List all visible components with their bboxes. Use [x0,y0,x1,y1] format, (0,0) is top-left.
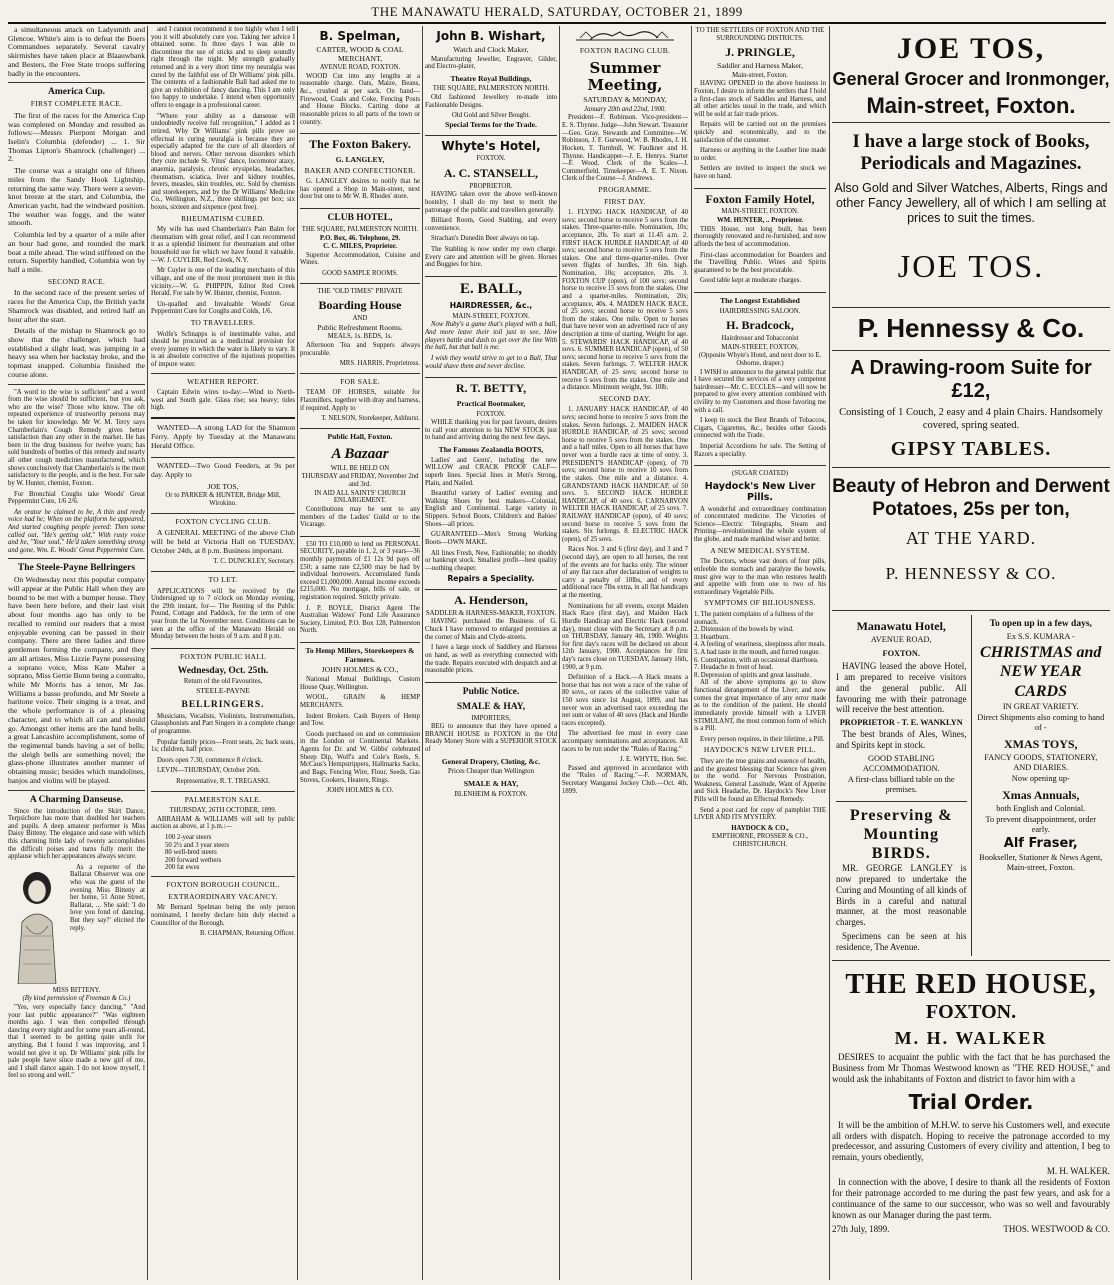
paragraph: WOOD Cut into any lengths at a reasonable charge. Oats, Maize, Beans, &c., crushed at per sack. On hand—Firewood, Coals and Coke, Fencing Posts and House Blocks. Carting done at reasonable prices to all parts of the town or country. [300,72,420,126]
paragraph: AT THE YARD. [905,527,1037,548]
symptom-item: 5. A bad taste in the mouth, and furred tongue. [694,649,821,657]
paragraph: Special Terms for the Trade. [445,119,537,129]
paragraph: Imperial Accordions for sale. The Setting of Razors a speciality. [694,442,826,458]
paragraph: WOOL, GRAIN & HEMP MERCHANTS. [300,694,420,710]
agents: EMPTHORNE, PROSSER & CO., CHRISTCHURCH. [712,833,808,849]
signature: J. E. WHYTE, Hon. Sec. [619,756,688,764]
cycling-club-ad [151,518,295,572]
advertiser-name: Alf Fraser, [1003,836,1078,852]
signature: JOE TOS. [897,248,1045,285]
column-6 [694,26,826,1280]
ad-heading: Public Hall, Foxton. [327,431,393,441]
proprietor: PROPRIETOR - T. E. WANKLYN [839,718,963,728]
ad-heading: Haydock's New Liver Pills. [704,480,816,503]
column-3 [300,26,420,1280]
ad-heading: FOXTON CYCLING CLUB. [175,516,271,526]
paragraph: Superior Accommodation, Cuisine and Wines. [300,251,420,267]
ad-title: A Bazaar [331,445,389,462]
symptom-item: 2. Distension of the bowels by wind. [694,626,794,634]
advertiser-name: B. Spelman, [319,29,401,43]
hennessy-ad [832,314,1110,611]
to-let-ad [151,576,295,649]
paragraph: As a reporter of the Ballarat Observer was one who was the guest of the evening Miss Bitteny at her home, 51 Anne Street, Ballarat, ... She said: 'I do love you fond of dancing. But they say?' elicited the reply. [70,863,145,932]
paragraph: WHILE thanking you for past favours, desires to call your attention to his NEW STOCK just to hand and arriving during the next few days. [425,419,557,442]
paragraph: Mr Cuyler is one of the leading merchants of this village, and one of the most prominent men in this vicinity.—W. G. PHIPPIN, Editor Red Creek Herald. For sale by W. Hunter, chemist, Foxton. [151,267,295,298]
paragraph: Details of the mishap to Shamrock go to show that the challenger, which had established a slight lead, was jumping in a heavy sea when her backstay broke, and the topmast snapped. Columbia finished the course alone. [8,326,145,379]
paragraph: GUARANTEED—Men's Strong Working Boots—OWN MAKE. [425,531,557,546]
ad-heading: PALMERSTON SALE. [184,794,262,804]
wanted-feeders-ad [151,462,295,513]
paragraph: WANTED—Two Good Feeders, at 9s per day. Apply to [151,461,295,479]
gipsy-tables-headline: GIPSY TABLES. [890,438,1052,461]
paragraph: National Mutual Buildings, Custom House Quay, Wellington. [300,676,420,691]
borough-council-ad [151,881,295,938]
column-divider [829,26,830,1280]
column-divider [691,26,692,1280]
weather-heading: WEATHER REPORT. [187,376,259,386]
symptom-item: 3. Heartburn. [694,633,731,641]
column-divider [297,26,298,1280]
paragraph: HAVING OPENED in the above business in Foxton, I desire to inform the settlers that I hold a first-class stock of Saddles and Harness, and all other articles usual in the trade, and which will be sold at fair trade prices. [694,80,826,118]
trial-order-headline: Trial Order. [908,1089,1034,1114]
paragraph: HAVING taken over the above well-known hostelry, I shall do my best to merit the patronage of the public and travellers generally. [425,191,557,214]
paragraph: DESIRES to acquaint the public with the fact that he has purchased the Business from Mr Thomas Westwood known as "THE RED HOUSE," and would ask the inhabitants of Foxton and district to favor him with a [832,1052,1110,1084]
list-item: 50 2½ and 3 year steers [165,841,230,849]
trade: Hairdresser and Tobacconist [721,335,799,343]
paragraph: Harness or anything in the Leather line made to order. [694,147,826,162]
split-ad-row [832,615,1110,961]
bazaar-ad [300,433,420,537]
paragraph: ABRAHAM & WILLIAMS will sell by public auction as above, at 1 p.m.:— [151,815,295,831]
verse: Now Ruby's a game that's played with a ball, And more leave their toil just to see, How players battle and dash to get over the line With the ball, but that ball is me. [425,321,557,352]
paragraph: TEAM OF HORSES, suitable for Flaxmillers, together with dray and harness, if required. Apply to [300,389,420,412]
proprietor: WM. HUNTER, .. Proprietor. [716,217,804,225]
address: FOXTON. [882,649,920,659]
books-headline: I have a large stock of Books, Periodicals and Magazines. [852,131,1090,175]
symptom-item: 6. Constipation, with an occasional diarrhoea. [694,656,819,664]
advertiser-name: JOHN HOLMES & CO., [321,665,399,675]
paragraph: MR. GEORGE LANGLEY is now prepared to undertake the Curing and Mounting of all kinds of Birds in a careful and natural manner, at the most reasonable charges. [836,863,967,928]
symptom-item: 8. Depression of spirits and great lassitude. [694,671,812,679]
paragraph: Contributions may be sent to any members of the Ladies' Guild or to the Vicarage. [300,505,420,529]
prices: MEALS, 1s. BEDS, 1s. [327,333,393,341]
column-divider [147,26,148,1280]
ad-heading: TO THE SETTLERS OF FOXTON AND THE SURROUNDING DISTRICTS. [695,27,825,42]
paragraph: APPLICATIONS will be received by the Undersigned up to 7 o'clock on Monday evening, the 29th instant, for— The Renting of the Public Pound, Cottage and Paddock, for the term of one year from the 1st November next. Conditions can be seen at the office of the Manawatu Herald on Monday between the hours of 9 a.m. and 8 p.m. [151,587,295,641]
paragraph: Columbia led by a quarter of a mile after an hour had gone, and rounded the mark boat a mile ahead. The wind stiffened on the return. Superbly handled, Columbia won by half a mile. [8,230,145,275]
america-cup-heading: America Cup. [48,87,105,98]
ad-heading: CLUB HOTEL, [327,213,393,224]
verse: An orator he claimed to be, A thin and reedy voice had he; When on the platform he appeared, And started coughing people jeered: Then some called out, "He's getting old," With rusty voice and he, "Your soul," He'd taken something strong and gone, Wm. E. Woods' Great Peppermint Cure. [8,508,145,554]
paragraph: All lines Fresh, New, Fashionable; no shoddy or bankrupt stock. Smallest profit—best quality—nothing cheaper. [425,549,557,572]
boarding-house-ad [300,288,420,374]
advertiser-name: JOE TOS, [896,32,1046,65]
red-house-ad [832,969,1110,1234]
address: FOXTON. [476,155,506,163]
paragraph: The Doctors, whose vast doors of four pills, enfeeble the stomach and paralyze the bowels, must give way to the man who restores health and appetite with from one to two of his extraordinary Vegetable Pills. [694,558,826,596]
advertiser-name: R. T. BETTY, [455,381,527,396]
ad-heading: FOXTON PUBLIC HALL [179,651,267,661]
paragraph: LEVIN—THURSDAY, October 26th. [157,767,261,775]
paragraph: The course was a straight one of fifteen miles from the Sandy Hook Lightship, returning the same way. There were a seven-knot breeze at the start, and Columbia, the American yacht, had the windward position. The weather was foggy, and the water smooth. [8,166,145,228]
ad-heading: TO LET. [208,575,238,584]
danseuse-heading: A Charming Danseuse. [29,794,124,805]
date: 27th July, 1899. [832,1223,890,1234]
first-race-subheading: FIRST COMPLETE RACE. [30,99,123,109]
meeting-title: Summer Meeting, [587,58,663,94]
sale-date: THURSDAY, 26TH OCTOBER, 1899. [169,807,277,815]
paragraph: All of the above symptoms go to show functional derangement of the Liver; and now comes the great importance of any error made as to the condition of the patient. He should immediately provide himself with a LIVER STIMULANT, the most common form of which is a Pill. [694,679,826,733]
paragraph: WANTED—A strong LAD for the Shannon Ferry. Apply by Tuesday at the Manawatu Herald Office. [151,423,295,450]
travellers-heading: TO TRAVELLERS. [190,317,256,327]
wishart-ad [425,30,557,136]
ball-hairdresser-ad [425,281,557,378]
paragraph: IN AID ALL SAINTS' CHURCH ENLARGEMENT. [314,489,406,505]
ad-heading: To open up in a few days, [989,618,1092,629]
paragraph: Send a post card for copy of pamphlet THE LIVER AND ITS MYSTERY. [694,806,826,822]
paragraph: Repairs will be carried out on the premises quickly and economically, and to the satisfaction of the customer. [694,121,826,144]
bradcock-ad [694,297,826,466]
paragraph: Old fashioned Jewellery re-made into Fashionable Designs. [425,94,557,109]
ad-heading: Manawatu Hotel, [856,618,946,633]
for-sale-ad [300,378,420,429]
boots-heading: The Famous Zealandia BOOTS, [438,445,544,455]
paragraph: The Stabling is now under my own charge. Every care and attention will be given. Horses and Buggies for hire. [425,246,557,269]
pringle-ad [694,27,826,189]
signature: M. H. WALKER. [1046,1165,1110,1176]
address: MAIN-STREET, FOXTON, [721,343,799,351]
public-hall-ad [151,653,295,792]
column-divider [422,26,423,1280]
verse: I wish they would strive to get to a Ball, That would shave them and never decline. [425,354,557,370]
advertiser-name: H. Bradcock, [726,318,794,333]
potatoes-headline: Beauty of Hebron and Derwent Potatoes, 25s per ton, [832,476,1110,520]
paragraph: Beautiful variety of Ladies' evening and Walking Shoes by best makers—Colonial, English and Continental. Large variety in Slippers. School Boots, Children's and Babies' Shoes—all prices. [425,490,557,528]
ad-heading: Whyte's Hotel, [441,138,541,153]
paragraph: On Wednesday next this popular company will appear at the Public Hall when they are bound to be met with a bumper house. They have been here before, and their last visit about four months ago has only to be recalled to remind our readers that a most enjoyable evening can be passed in their company. There are three ladies and three gentlemen forming the company, and they are all artistes, Miss Lizzie Payne possessing a soprano voice, Miss Kate Maher a soprano, Miss Gertie Bunn being a contralto, while Mr Morris has a tenor, Mr Jas. Williams a basso profundo, and Mr Steele a baritone voice. Their singing is a treat, and the whole performance is of a pleasing character, and to which all can and should go. Amongst other items are the hand bells, a great Lancashire accomplishment, some of the regimental bands having a set of bells; the sleigh bells are something novel; the glass-phone illustrates another manner of obtaining music; besides which mandolines, banjos and violins will be played. [8,575,145,785]
family-hotel-ad [694,193,826,293]
paragraph: GOOD STABLING ACCOMMODATION. [862,753,940,773]
advertiser-name: John B. Wishart, [436,29,546,43]
suite-headline: A Drawing-room Suite for £12, [850,356,1092,402]
spelman-ad [300,30,420,134]
trade: CARTER, WOOD & COAL MERCHANT, [316,44,404,63]
advertiser-name: P. Hennessy & Co. [857,312,1085,343]
ad-note: (SUGAR COATED) [731,470,789,478]
column-divider [559,26,560,1280]
henderson-ad [425,594,557,683]
signature: T. C. DUNCKLEY, Secretary. [213,558,295,566]
paragraph: It will be the ambition of M.H.W. to serve his Customers well, and execute all orders with dispatch. Hoping to receive the patronage accorded to my predecessor, and assuring Customers of every civility and attention, I beg to remain, yours obediently, [832,1119,1110,1163]
paragraph: Since the introduction of the Skirt Dance, Terpsichore has more than doubled her teachers and pupils. A deep amateur performer is Miss Daisy Bitteny. The elegance and ease with which this charming little lady of twenty accomplishes the difficult poises and turns fully merit the applause which her appearances always secure. [8,807,145,861]
proprietor-title: PROPRIETOR. [469,182,513,190]
ad-heading: The Foxton Bakery. [309,137,411,152]
paragraph: £50 TO £10,000 to lend on PERSONAL SECURITY, payable in 1, 2, or 3 years—36 monthly payments of £1 12s 9d pays off £50; a same rate £2,500 may be had by individual borrowers. Accumulated funds exceed £1,000,000. Annual income exceeds £215,000. No mortgage, bills of sale, or registration required. Strictly private. [300,540,420,601]
bakery-ad [300,138,420,209]
event-date: THURSDAY and FRIDAY, November 2nd and 3rd. [301,473,419,489]
club-hotel-ad [300,213,420,284]
ad-subheading: HAIRDRESSING SALOON. [719,307,801,315]
paragraph: GOOD SAMPLE ROOMS. [322,270,398,278]
paragraph: To prevent disappointment, order early. [985,815,1096,835]
paragraph: Manufacturing Jeweller, Engraver, Gilder, and Electro-plater, [425,55,557,71]
signature: T. NELSON, Storekeeper, Ashhurst. [321,415,420,423]
advertiser-name: E. BALL, [459,280,523,297]
ad-heading: THE RED HOUSE, [845,968,1097,1000]
loan-ad [300,541,420,643]
trade: BAKER AND CONFECTIONER. [304,165,416,175]
symptom-item: 7. Headache in front of head. [694,664,774,672]
ad-heading: FOXTON BOROUGH COUNCIL. [166,880,280,890]
address: MAIN-STREET, FOXTON. [452,312,530,320]
stock-heading: General Drapery, Cloting, &c. [441,756,541,766]
masthead: THE MANAWATU HERALD, SATURDAY, OCTOBER 21, 1899 [8,4,1106,24]
column-5 [562,26,688,1280]
signature: J. P. BOYLE, District Agent The Australian Widows' Fund Life Assurance Society, Limited, P.O. Box 128, Palmerston North. [300,604,420,635]
signature: B. CHAPMAN, Returning Officer. [199,930,295,938]
ad-heading: Public Notice. [462,686,520,697]
pink-pills-ad: "Where your ability as a danseuse will undoubtedly receive full recognition," I added as I retired. Why Dr Williams' pink pills prove so effectual in curing neuralgia is because they are especially adapted for the cure of all disorders of blood and nerves. Other nervous disorders which they cure include St. Vitus' dance, locomotor ataxy, anaemia, paralysis, chronic erysipelas, headaches, rheumatism, sciatica, liver and kidney troubles, fevers, measles, skin troubles, etc. Sold by chemists and storekeepers, and by the Dr Williams' Medicine Co., Wellington, N.Z., three shillings per box; six boxes, sixteen and sixpence (post free). [151,112,295,212]
advertiser-address: Or to PARKER & HUNTER, Bridge Mill, Wirokino. [165,492,281,507]
address: Main-street, Foxton. [732,71,788,79]
address: FOXTON. [925,1000,1017,1023]
xmas-annuals-headline: Xmas Annuals, [1002,787,1080,802]
paragraph: A wonderful and extraordinary combination of concentrated medicine. The Victories of Science—Electric Telegraphs, Steam and Printing—revolutionized the whole system of the globe, and made mankind wiser and better. [694,505,826,544]
paragraph: Indent Brokers. Cash Buyers of Hemp and Tow. [300,712,420,728]
paragraph: both English and Colonial. [996,804,1086,814]
paragraph: HAVING purchased the Business of G. Chuck I have removed to enlarged premises at the corner of Main and Clyde-streets. [425,618,557,641]
paragraph: IN GREAT VARIETY. [1002,701,1079,711]
company-name: STEELE-PAYNE [196,686,250,696]
hack-definition: Definition of a Hack.—A Hack means a horse that has not won a race of the value of 80 sovs., or races of the collective value of 150 sovs since 1st August, 1899, and has never won an advertised race exceeding the net sum or value of 40 sovs (Hack and Hurdle races excepted). [562,674,688,727]
haydock-pills-ad [694,470,826,848]
approval-note: Passed and approved in accordance with the "Rules of Racing."—F. NORMAN, Secretary Wanganui Jockey Club.—Oct. 4th, 1899. [562,764,688,795]
advertiser-name: A. Henderson, [454,593,528,608]
trade: Practical Bootmaker, [456,398,526,408]
smale-hay-ad [425,687,557,799]
address: THE SQUARE, PALMERSTON NORTH. [301,226,419,233]
advertiser-name: JOE TOS, [207,481,239,491]
address: (Opposite Whyte's Hotel, and next door to E. Osborne, draper.) [698,352,822,367]
address: Theatre Royal Buildings, [450,73,532,83]
symptom-item: 1. The patient complains of a fullness of the stomach. [694,611,814,626]
bellringers-heading: The Steele-Payne Bellringers [17,563,136,574]
advertiser-name: SMALE & HAY, [456,701,526,712]
column-1 [8,26,145,1280]
paragraph: Consisting of 1 Couch, 2 easy and 4 plain Chairs. Handsomely covered, spring seated. [839,406,1103,431]
signature: MRS. HARRIS, Proprietress. [339,360,420,368]
danseuse-portrait-image [8,866,66,984]
paragraph: I keep in stock the Best Brands of Tobaccos, Cigars, Cigarettes, &c., besides other Goods connected with the Trade. [694,417,826,440]
paragraph: FANCY GOODS, STATIONERY, AND DIARIES. [984,753,1098,773]
symptom-item: 4. A feeling of weariness, sleepiness after meals. [694,641,826,649]
weather-report: Captain Edwin wires to-day:—Wind to North-west and South gale. Glass rise; sea heavy; tides high. [151,389,295,412]
meeting-days: SATURDAY & MONDAY, [583,95,667,105]
first-day-races: 1. FLYING HACK HANDICAP, of 40 sovs; second horse to receive 5 sovs from the stakes. Three-quarter-mile. Nomination, 10s; acceptance, 20s. To start at 11.45 a.m. 2. FIRST HACK HURDLE HANDICAP, of 40 sovs; second horse to receive 5 sovs from the stakes. One and three-quarter-miles. Over seven flights of hurdles, 3ft 6in. high. Nomination, 10s; acceptance, 20s. 3. FOXTON CUP (open), of 100 sovs; second horse to receive 15 sovs from the stakes. One and a quarter-miles. Nomination, 20s; acceptance, 40s. 4. MAIDEN HACK RACE, of 25 sovs; second horse to receive 5 sovs from the stakes. One mile. Open to horses that have never won an advertised race of any description at time of starting. Weight for age. 5. STEWARDS' HACK HANDICAP, of 40 sovs. 6. SUMMER HANDICAP (open), of 50 sovs; second horse to receive 5 sovs from the stakes. Seven furlongs. 7. WELTER HACK HANDICAP, of 25 sovs; second horse to receive 5 sovs from the stakes. One mile and a distance. Minimum weight, 9st. 10lb. [562,209,688,392]
ad-heading: THE "OLD TIMES" PRIVATE [317,287,403,295]
shipment: Ex S.S. KUMARA - [1006,632,1075,642]
second-day-races: 1. JANUARY HACK HANDICAP, of 40 sovs; second horse to receive 5 sovs from the stakes. Seven furlongs. 2. MAIDEN HACK HURDLE HANDICAP, of 25 sovs; second horse to receive 5 sovs from the stakes. One and a half miles. Open to all horses that have never won a hurdle race at time of entry. 3. PRESIDENT'S HANDICAP (open), of 70 sovs; second horse to receive 10 sovs from the stakes. One mile and a distance. 4. GRANDSTAND HACK HANDICAP, of 50 sovs. 5. SECOND HACK HURDLE HANDICAP, of 40 sovs. 6. CARNARVON WELTER HACK HANDICAP, of 25 sovs. 7. RAILWAY HANDICAP (open), of 40 sovs; second horse to receive 5 sovs from the stakes. Six furlongs. 8. ELECTRIC HACK (open), of 25 sovs. [562,406,688,543]
race-rules: Races Nos. 3 and 6 (first day), and 3 and 7 (second day), are open to all horses, the rest of the events are for hacks only. The winner of any flat race after declaration of weights to carry a penalty of 10lbs, and of every additional race 7lbs extra, in all flat handicaps at the meeting. [562,546,688,600]
advertiser-name: SMALE & HAY, [463,778,519,788]
paragraph: BEG to announce that they have opened a BRANCH HOUSE in FOXTON in the Old Ready Money Store with a SUPERIOR STOCK of [425,723,557,754]
trade: Watch and Clock Maker, [453,44,529,54]
paragraph: G. LANGLEY desires to notify that he has opened a Shop in Main-street, next door but one to Mr W. B. Rhodes' store. [300,178,420,201]
paragraph: Mr Bernard Spelman being the only person nominated, I hereby declare him duly elected a Councillor of the Borough. [151,904,295,927]
signature: JOHN HOLMES & CO. [326,787,394,795]
paragraph: THIS House, not long built, has been thoroughly renovated and re-furnished, and now affords the best of accommodation. [694,225,826,248]
proprietor: C. C. MILES, Proprietor. [323,243,397,251]
ad-title: Boarding House [318,298,402,313]
list-item: 80 well-bred steers [165,849,217,857]
race-rules: Nominations for all events, except Maiden Hack Race (first day), and Maiden Hack Hurdle Handicap and Electric Hack (second day), must close with the Secretary at 8 p.m. on THURSDAY, January 4th, 1900. Weights for first day's races will be declared on about 12th January, 1900. Acceptances for first day's races close on TUESDAY, January 16th, 1900, at 9 p.m. [562,602,688,671]
address: FOXTON. [476,410,506,418]
hemp-millers-ad [300,647,420,795]
ad-heading: To Hemp Millers, Storekeepers & Farmers. [305,646,415,664]
ad-subtitle: Public Refreshment Rooms. [317,322,403,332]
signature: HAYDOCK & CO., [731,824,789,832]
rheumatism-heading: RHEUMATISM CURED. [181,213,265,223]
alf-fraser-ad [972,615,1111,956]
paragraph: "Yes, very especially fancy dancing." "And your last public appearance?" "Was eighteen months ago. I was then compelled through dancing every night and for some years all-round, that I seemed to be getting quite unfit for anything. But I found I was improving, and I would not give it up. Dr Williams' pink pills for pale people have since made a new girl of me, and I shall dance again. I do not know myself, I feel so strong and well." [8,1003,145,1080]
signature: THOS. WESTWOOD & CO. [1003,1223,1110,1234]
ad-heading: The Longest Established [720,295,800,305]
paragraph: A first-class billiard table on the premises. [847,774,955,794]
paragraph: Doors open 7.30, commence 8 o'clock. [157,756,263,764]
paragraph: Un-qualled and Invaluable Woods' Great Peppermint Cure for Coughs and Colds, 1/6. [151,300,295,316]
trade: SADDLER & HARNESS-MAKER, FOXTON. [425,609,557,617]
address: Main-street, Foxton. [866,93,1076,119]
advertiser-name: J. PRINGLE, [725,45,795,60]
ad-heading: FOR SALE. [340,376,380,386]
paragraph: A GENERAL MEETING of the above Club will be held at Victoria Hall on TUESDAY, October 24th, at 8 p.m. Business important. [151,528,295,555]
paragraph: Every person requires, in their lifetime, a Pill. [700,735,825,743]
paragraph: I WISH to announce to the general public that I have secured the services of a very competent hairdresser—Mr. C. ECCLES—and will now be prepared to give every attention combined with civility to my Customers and those favoring me with a call. [694,368,826,414]
wanted-lad-ad [151,424,295,458]
paragraph: In the second race of the present series of races for the America Cup, the British yacht Shamrock was disabled, and retired half an hour after the start. [8,288,145,324]
paragraph: HAVING leased the above Hotel, I am prepared to receive visitors and the general public. All favouring me with their patronage will receive the best attention. [836,661,967,715]
ad-heading: Foxton Family Hotel, [705,191,815,206]
proprietor: A. C. STANSELL, [443,166,539,181]
programme-heading: PROGRAMME. [598,184,652,194]
manawatu-hotel-ad [832,615,972,956]
address: THE SQUARE, PALMERSTON NORTH. [432,85,550,93]
bellringers-title: BELLRINGERS. [181,699,265,710]
paragraph: They are the true grains and essence of health, and the greatest blessing that Science has given to the world. For Nervous Prostration, Weakness, General Lassitude, Want of Appetite and Sick Headache, Dr. Haydock's New Liver Pills will be found an Effectual Remedy. [694,757,826,804]
second-race-subheading: SECOND RACE. [47,276,106,286]
trade: HAIRDRESSER, &c., [449,301,533,311]
paragraph: Now opening up- [1011,774,1070,783]
paragraph: Wolfe's Schnapps is of inestimable value, and should be procured as a medicinal provision for every journey in which the water is likely to vary. It is an absolute corrective of the injurious properties of impure water. [151,330,295,369]
address: AVENUE ROAD, FOXTON. [319,64,401,72]
paragraph: Afternoon Tea and Suppers always procurable. [300,342,420,357]
portrait-credit: (By kind permission of Freeman & Co.) [22,995,131,1003]
cough-remedy-ad: "A word to the wise is sufficient" and a word from the wise should be sufficient, but you ask, who are the wise? Those who know. The oft repeated experience of trustworthy persons may be taken for knowledge. Mr W. M. Terry says Chamberlain's Cough Remedy gives better satisfaction than any other in the market. He has been in the drug business for twelve years; has sold hundreds of bottles of this remedy and nearly all other cough medicines manufactured, which shows conclusively that Chamberlain's is the most satisfactory to the people, and is the best. For sale by W. Hunter, chemist, Foxton. [8,388,145,487]
racing-ornament-image [570,26,680,44]
paragraph: My wife has used Chamberlain's Pain Balm for rheumatism with great relief, and I can recommend it as a splendid liniment for rheumatism and other household use for which we have found it valuable.—W. J. CUYLER, Red Creek, N.Y. [151,226,295,264]
contact: P.O. Box, 46. Telephone, 29. [319,234,401,242]
paragraph: The first of the races for the America Cup was completed on Monday and resulted as follows:—Messrs Pierpont Morgan and Iselin's Columbia (defender) ... 1. Sir Thomas Lipton's Shamrock (challenger) ... 2. [8,110,145,164]
paragraph: Return of the old Favourites, [183,678,263,686]
first-day-heading: FIRST DAY. [604,196,646,206]
paragraph: For Bronchial Coughs take Woods' Great Peppermint Cure, 1/6 2/6. [8,490,145,506]
palmerston-sale-ad [151,796,295,878]
ad-subheading: EXTRAORDINARY VACANCY. [168,891,278,901]
paragraph: Ladies' and Gents', including the new WILLOW and CRACK PROOF CALF—superb lines. Special lines in Men's Strong, Plain, and Nailed. [425,456,557,487]
paragraph: Old Gold and Silver Bought. [451,112,531,120]
xmas-toys-headline: XMAS TOYS, [1003,736,1078,751]
paragraph: Specimens can be seen at his residence, The Avenue. [836,930,967,952]
column-4 [425,26,557,1280]
paragraph: Good table kept at moderate charges. [700,277,802,285]
address: MAIN-STREET, FOXTON. [721,208,799,216]
conjunction: AND [352,315,368,323]
officials: President—F. Robinson. Vice-president—E. S. Thynne. Judge—John Stewart. Treasurer—Geo. Gray. Stewards and Committee—W. Robinson, J. F. Gurwood, W. B. Rhodes, J. H. Hocken, T. Turnbull, W. Faulkner and H. Thynne. Handicapper—J. E. Henrys. Starter—F. Wood. Clerk of the Scales—J. Commerfield. Timekeeper—A. E. T. Nixon. Clerk of the Course—J. Andrews. [562,114,688,183]
betty-bootmaker-ad [425,382,557,590]
paragraph: The best brands of Ales, Wines, and Spirits kept in stock. [836,729,967,750]
paragraph: Musicians, Vocalists, Violinists, Instrumentalists, Glassphonists and Part Singers in a complete change of programme. [151,712,295,735]
race-rules: The advertised fee must in every case accompany nominations and acceptances. All races to be run under the "Rules of Racing." [562,730,688,753]
paragraph: Repairs a Speciality. [447,574,535,584]
ad-subheading: SYMPTOMS OF BILIOUSNESS. [704,598,816,608]
list-item: 200 fat ewes [165,864,200,872]
column-7 [832,26,1110,1280]
racing-club-heading: FOXTON RACING CLUB. [579,46,671,55]
paragraph: and I cannot recommend it too highly when I tell you it will absolutely cure you. Taking her advice I obtained some. In three days I was able to discontinue the use of sticks and to sleep soundly right through the night. My strength gradually returned and in a very short time my neuralgia was cured by the faithful use of Dr Williams' pink pills. The contents of a fashionable Ball had asked me to give an exhibition of fancy dancing. This I am only too happy to undertake. I intend when opportunity offers to engage in a professional career. [151,26,295,110]
joe-tos-ad [832,32,1110,308]
list-item: 200 forward wethers [165,856,222,864]
paragraph: Also Gold and Silver Watches, Alberts, Rings and other Fancy Jewellery, all of which I am selling at prices to suit the times. [834,181,1108,226]
meeting-dates: January 20th and 22nd, 1900. [584,105,666,113]
paragraph: Direct Shipments also coming to hand of - [977,712,1105,732]
ad-heading: Preserving & Mounting BIRDS. [849,806,953,862]
paragraph: I have a large stock of Saddlery and Harness on hand, as well as everything connected with the trade. Repairs executed with despatch and at reasonable prices. [425,644,557,675]
ad-subheading: HAYDOCK'S NEW LIVER PILL. [703,745,817,755]
advertiser-name: M. H. WALKER [894,1027,1048,1048]
list-item: 100 2-year steers [165,834,212,842]
second-day-heading: SECOND DAY. [599,393,651,403]
trade: Saddler and Harness Maker, [717,61,803,71]
address: BLENHEIM & FOXTON. [454,790,528,798]
whytes-hotel-ad [425,140,557,277]
event-date: Wednesday, Oct. 25th. [177,665,269,676]
trade: IMPORTERS, [471,714,511,722]
ad-subheading: A NEW MEDICAL SYSTEM. [710,545,810,555]
advertiser-name: G. LANGLEY, [335,154,385,164]
christmas-cards-headline: CHRISTMAS and NEW YEAR CARDS [980,644,1102,700]
paragraph: Strachan's Dunedin Beer always on tap. [431,235,540,243]
portrait-caption: MISS BITTENY. [52,986,101,994]
paragraph: WILL BE HELD ON [330,464,390,472]
paragraph: Settlers are invited to inspect the stock we have on hand. [694,165,826,181]
paragraph: Goods purchased on and on commission in the London or Continental Markets. Agents for Dr. and W. Gibbs' celebrated Sheep Dip, Wolf's and Cole's Reels, S. McCaus's Hempstrippers, Hallmarks Sacks, and Bags, Fencing Wire, Flour, Seeds, Gas Stoves, Cookers, Heaters, Rings. [300,730,420,784]
signature: Representative, R. T. TREGASKI. [176,777,270,785]
boer-war-report: a simultaneous attack on Ladysmith and Glencoe. White's aim is to defeat the Boers Commandoes separately. Several cavalry skirmishes have taken place at Blaauwbank and Besters, the Free State troops suffering badly in the encounters. [8,26,145,78]
address: Bookseller, Stationer & News Agent, Main-street, Foxton. [979,852,1103,872]
paragraph: First-class accommodation for Boarders and the Travelling Public. Wines and Spirits guaranteed to be the best procurable. [694,251,826,274]
paragraph: In connection with the above, I desire to thank all the residents of Foxton for their patronage accorded to me during the past few years, and ask for a continuance of the same to our successor, who was so well and favourably known as our Manager during the past term. [832,1177,1110,1220]
address: AVENUE ROAD, [870,635,932,645]
paragraph: Billiard Room, Good Stabling, and every convenience. [425,217,557,232]
paragraph: Popular family prices—Front seats, 2s; back seats, 1s; children, half price. [151,738,295,754]
column-2 [151,26,295,1280]
paragraph: Prices Cheaper than Wellington [448,768,534,776]
signature: P. HENNESSY & CO. [885,564,1057,584]
trade: General Grocer and Ironmonger, [832,68,1110,89]
